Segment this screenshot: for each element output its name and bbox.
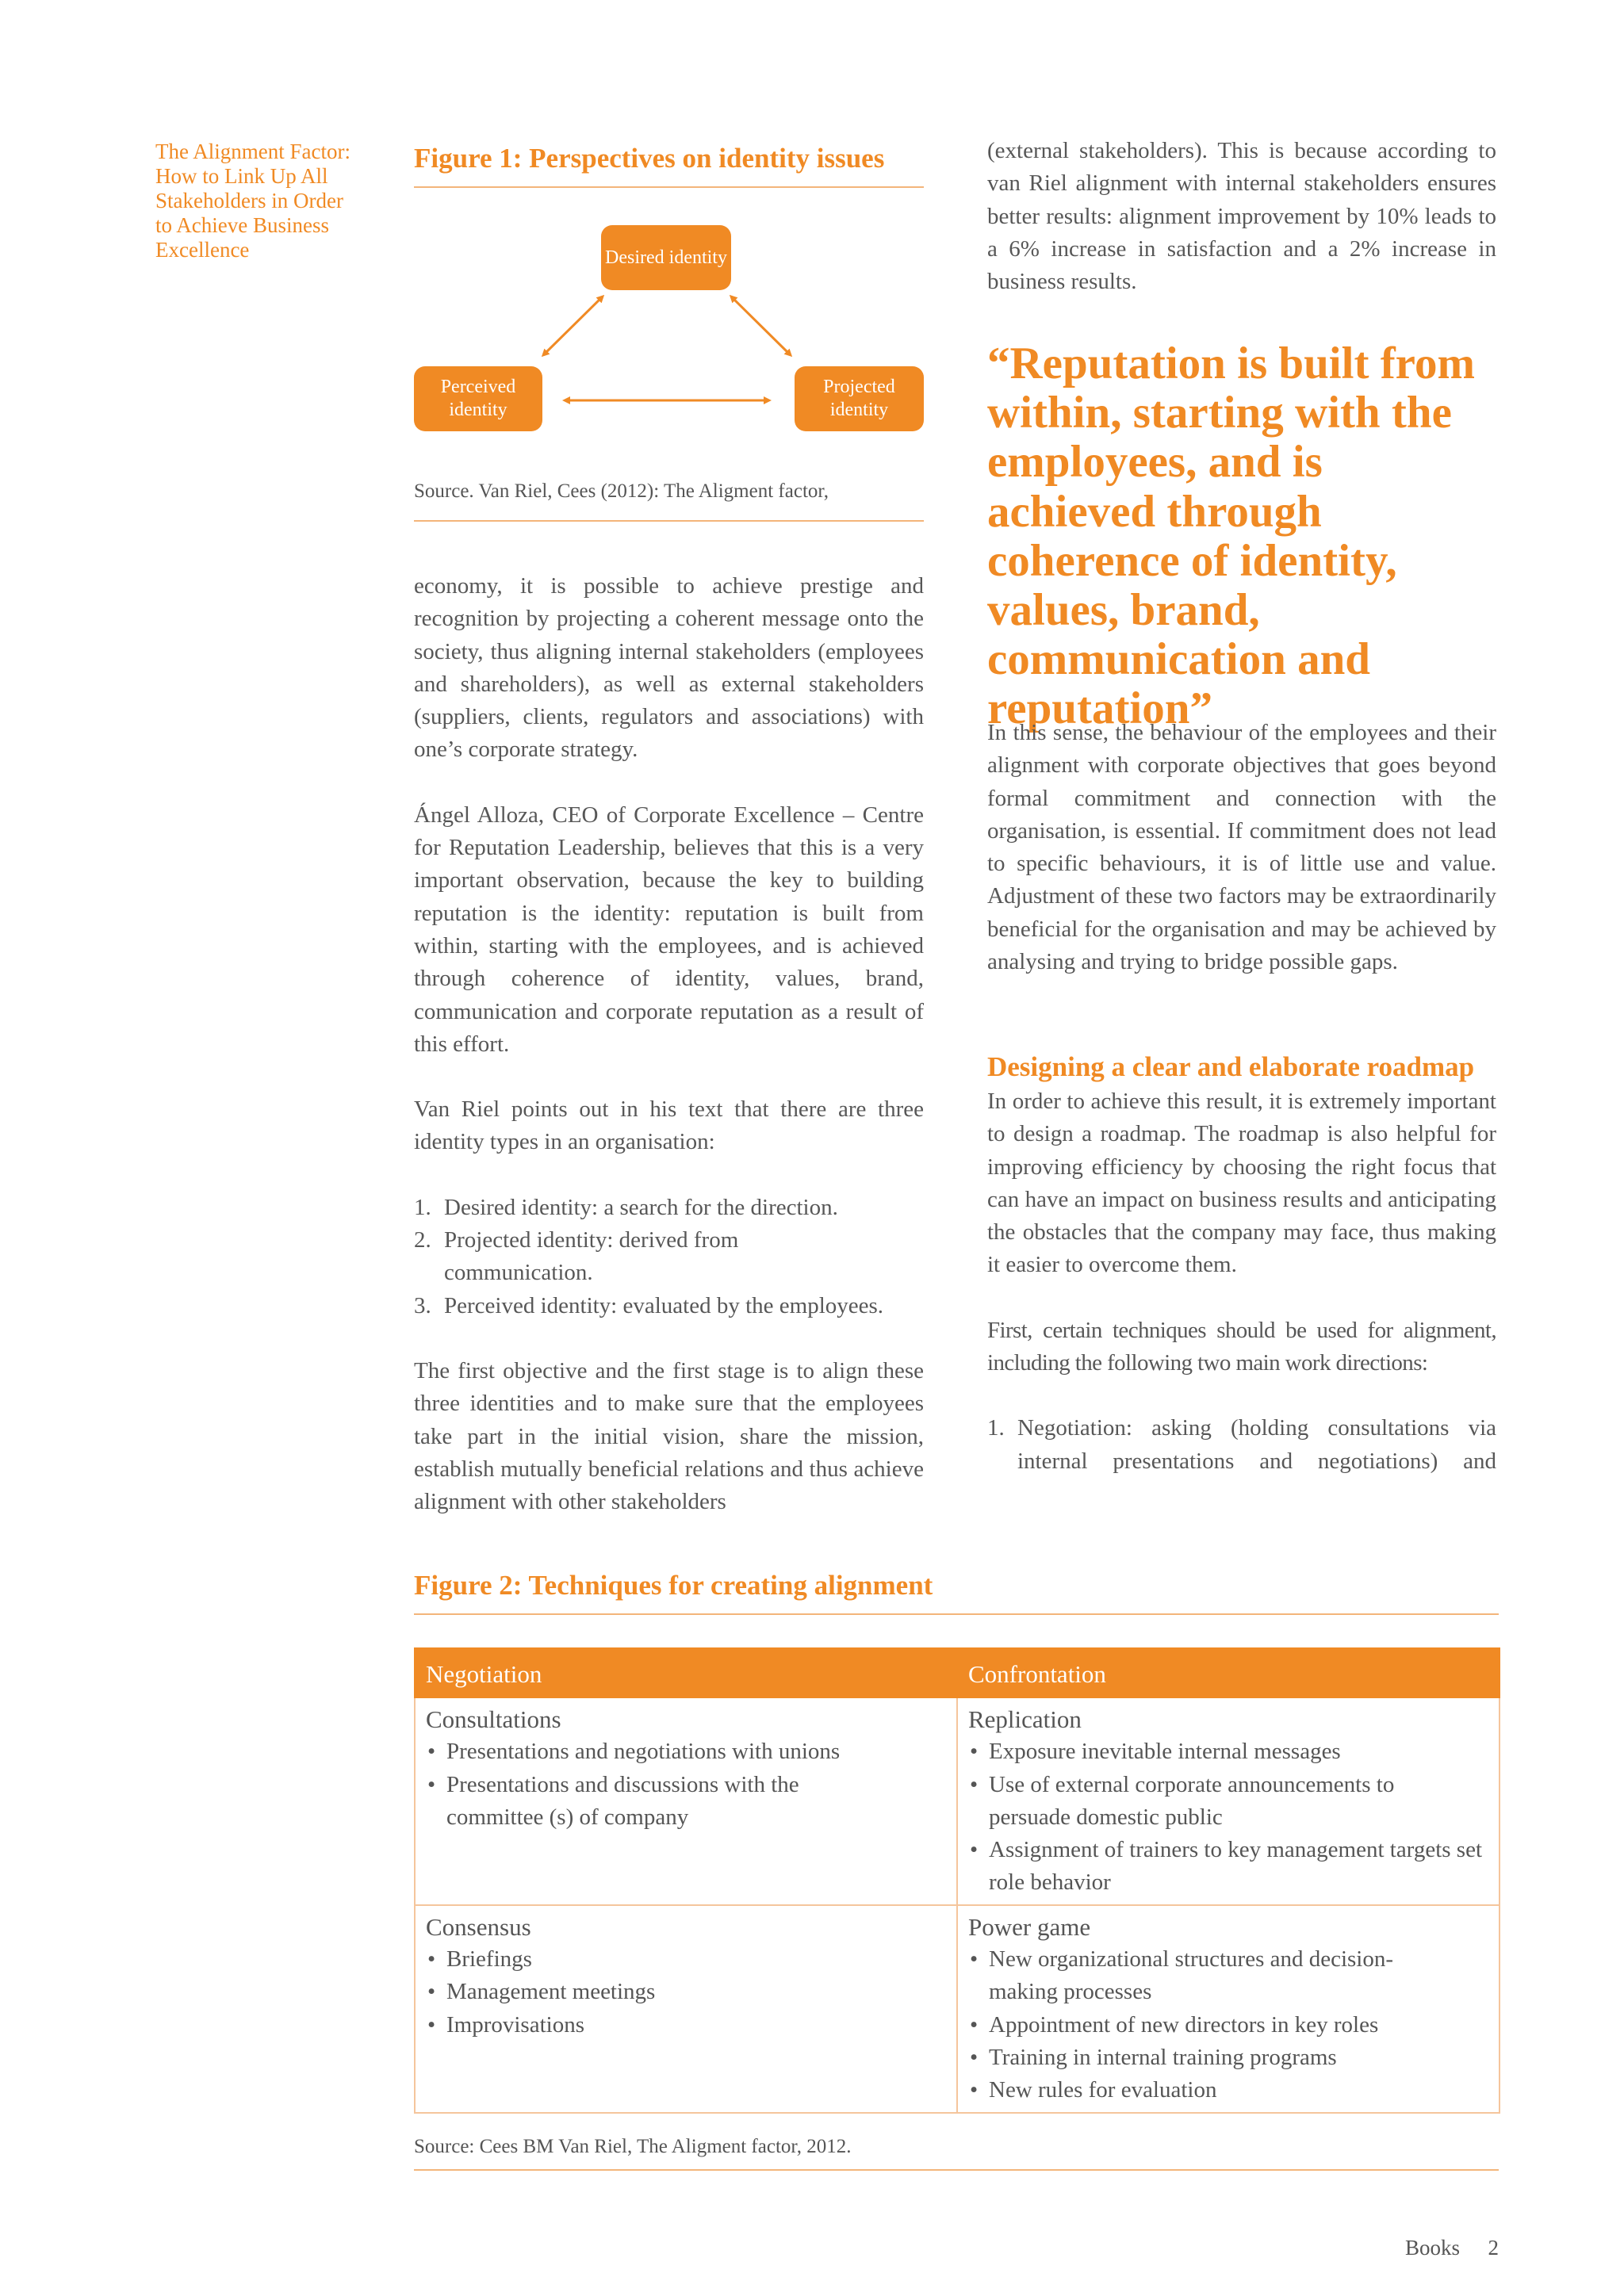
- table-cell: [415, 1697, 957, 1905]
- list-item: • Exposure inevitable internal messages: [968, 1735, 1488, 1768]
- footer-section: Books: [1404, 2236, 1460, 2260]
- alignment-techniques-table: [414, 1647, 1500, 2114]
- paragraph: The first objective and the first stage is to align these three identities and to make sure that the employees take part in the initial vision, share the mission, establish mutually beneficial relations and thus achieve alignment with other stakeholders: [414, 1357, 924, 1515]
- list-item: • Use of external corporate announcements to persuade domestic public: [968, 1769, 1488, 1835]
- list-item: • Improvisations: [426, 2009, 946, 2042]
- paragraph: Van Riel points out in his text that there are three identity types in an organisation:: [414, 1096, 924, 1155]
- list-item: 1. Desired identity: a search for the direction.: [414, 1194, 838, 1220]
- figure2-source-rule: [414, 2169, 1499, 2171]
- table-cell: [415, 1905, 957, 2113]
- cell-list: [426, 1735, 946, 1834]
- sidebar-title: The Alignment Factor: How to Link Up All Stakeholders in Order to Achieve Business Excellence: [155, 140, 350, 262]
- cell-list: [426, 1943, 946, 2042]
- page-number: 2: [1488, 2236, 1499, 2260]
- cell-list: [968, 1735, 1488, 1899]
- page-footer: [1380, 2236, 1499, 2260]
- cell-heading: Power game: [968, 1912, 1091, 1941]
- figure1-title-rule: [414, 186, 924, 188]
- identity-diagram: [414, 222, 924, 444]
- paragraph: In this sense, the behaviour of the employees and their alignment with corporate objectives that goes beyond formal commitment and connection with the organisation, is essential. If commitment does not lead to specific behaviours, it is of little use and value. Adjustment of these two factors may be extraordinarily beneficial for the organisation and may be achieved by analysing and trying to bridge possible gaps.: [987, 720, 1496, 975]
- perceived-identity-node: Perceived identity: [414, 366, 542, 431]
- pull-quote: “Reputation is built from within, starting with the employees, and is achieved through coherence of identity, values, brand, communication and reputation”: [987, 339, 1475, 734]
- projected-identity-node: Projected identity: [795, 366, 924, 431]
- figure2-source: Source: Cees BM Van Riel, The Aligment factor, 2012.: [414, 2136, 852, 2157]
- left-column: [414, 570, 924, 1518]
- list-item: • Management meetings: [426, 1976, 946, 2008]
- cell-heading: Consensus: [426, 1912, 531, 1941]
- list-item: • New rules for evaluation: [968, 2074, 1488, 2107]
- list-item: • Appointment of new directors in key roles: [968, 2009, 1488, 2042]
- list-item: 2. Projected identity: derived from communication.: [414, 1227, 739, 1286]
- figure2-title: Figure 2: Techniques for creating alignment: [414, 1570, 933, 1601]
- figure1-source-rule: [414, 520, 924, 522]
- list-item: • Presentations and discussions with the committee (s) of company: [426, 1769, 946, 1835]
- table-cell: [957, 1905, 1500, 2113]
- cell-heading: Consultations: [426, 1705, 561, 1733]
- paragraph: First, certain techniques should be used for alignment, including the following two main work directions:: [987, 1317, 1496, 1376]
- figure1-title: Figure 1: Perspectives on identity issues: [414, 143, 885, 174]
- table-row: [415, 1697, 1500, 1905]
- table-header-row: [415, 1648, 1500, 1697]
- right-column-intro: [987, 135, 1496, 298]
- cell-heading: Replication: [968, 1705, 1082, 1733]
- arrow-desired-projected: [731, 297, 791, 355]
- list-item: 1. Negotiation: asking (holding consultations via internal presentations and negotiations) and: [987, 1415, 1496, 1474]
- paragraph: (external stakeholders). This is because according to van Riel alignment with internal stakeholders ensures better results: alignment improvement by 10% leads to a 6% increase in satisfaction and a 2% increase in business results.: [987, 138, 1496, 295]
- table-cell: [957, 1697, 1500, 1905]
- cell-list: [968, 1943, 1488, 2107]
- table-row: [415, 1905, 1500, 2113]
- arrow-desired-perceived: [543, 297, 603, 355]
- list-item: • Assignment of trainers to key management targets set role behavior: [968, 1834, 1488, 1900]
- roadmap-subheading: Designing a clear and elaborate roadmap: [987, 1051, 1475, 1082]
- column-header-confrontation: Confrontation: [957, 1648, 1500, 1697]
- list-item: • New organizational structures and decision-making processes: [968, 1943, 1488, 2009]
- list-item: 3. Perceived identity: evaluated by the employees.: [414, 1292, 884, 1318]
- list-item: • Training in internal training programs: [968, 2042, 1488, 2074]
- figure1-source: Source. Van Riel, Cees (2012): The Aligment factor,: [414, 480, 829, 502]
- figure2-title-rule: [414, 1613, 1499, 1615]
- paragraph: economy, it is possible to achieve prestige and recognition by projecting a coherent message onto the society, thus aligning internal stakeholders (employees and shareholders), as well as external stakeholders (suppliers, clients, regulators and associations) with one’s corporate strategy.: [414, 573, 924, 763]
- column-header-negotiation: Negotiation: [415, 1648, 957, 1697]
- paragraph: In order to achieve this result, it is extremely important to design a roadmap. The roadmap is also helpful for improving efficiency by choosing the right focus that can have an impact on business results and anticipating the obstacles that the company may face, thus making it easier to overcome them.: [987, 1089, 1496, 1278]
- list-item: • Briefings: [426, 1943, 946, 1976]
- work-directions-list: [987, 1412, 1496, 1478]
- right-column-roadmap: [987, 1085, 1496, 1478]
- paragraph: Ángel Alloza, CEO of Corporate Excellence – Centre for Reputation Leadership, believes that this is a very important observation, because the key to building reputation is the identity: reputation is built from within, starting with the employees, and is achieved through coherence of identity, values, brand, communication and corporate reputation as a result of this effort.: [414, 802, 924, 1057]
- right-column-body: [987, 717, 1496, 978]
- desired-identity-node: Desired identity: [601, 225, 731, 290]
- identity-types-list: [414, 1192, 924, 1322]
- list-item: • Presentations and negotiations with unions: [426, 1735, 946, 1768]
